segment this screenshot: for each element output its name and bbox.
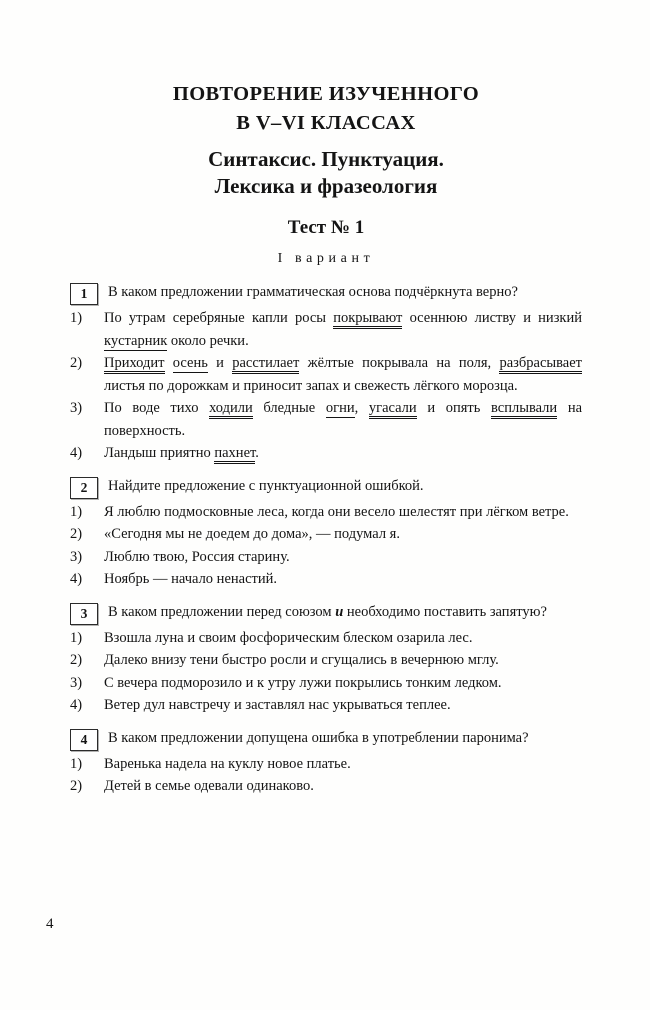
option-text — [104, 672, 582, 695]
test-title: Тест № 1 — [287, 217, 365, 238]
text-segment: необходимо поставить запятую? — [343, 603, 547, 620]
text-segment: на поверхность. — [104, 400, 583, 439]
subject-underlined-word: осень — [172, 355, 208, 371]
option-number: 4) — [70, 697, 83, 713]
text-segment: Люблю твою, Россия старину. — [104, 548, 290, 565]
question-number-box: 2 — [70, 477, 98, 499]
question-number-box: 1 — [70, 283, 98, 305]
text-segment: Найдите предложение с пунктуационной ошибкой. — [108, 477, 424, 494]
option-number: 2) — [70, 652, 83, 668]
page-number: 4 — [46, 916, 54, 932]
option-number: 4) — [70, 571, 83, 587]
question-header — [70, 727, 582, 751]
variant-label: I вариант — [277, 251, 375, 266]
question-prompt — [108, 727, 582, 750]
question-prompt — [108, 601, 582, 624]
predicate-underlined-word: расстилает — [232, 355, 299, 374]
question-number-box: 3 — [70, 603, 98, 625]
answer-option — [70, 523, 582, 546]
text-segment: Далеко внизу тени быстро росли и сгущались в вечернюю мглу. — [104, 652, 499, 668]
option-text — [104, 627, 582, 650]
section-title-line1: ПОВТОРЕНИЕ ИЗУЧЕННОГО — [172, 83, 480, 105]
predicate-underlined-word: всплывали — [491, 400, 557, 419]
option-text — [104, 694, 582, 717]
answer-option — [70, 307, 582, 352]
question-block — [70, 475, 582, 591]
text-segment: листья по дорожкам и приносит запах и свежесть лёгкого морозца. — [104, 377, 518, 394]
question-header — [70, 475, 582, 499]
predicate-underlined-word: покрывают — [333, 310, 402, 329]
text-segment: Ноябрь — начало ненастий. — [104, 571, 277, 587]
option-text — [104, 775, 582, 798]
answer-option — [70, 649, 582, 672]
option-number: 2) — [70, 355, 83, 371]
question-number-box: 4 — [70, 729, 98, 751]
predicate-underlined-word: разбрасывает — [499, 355, 582, 374]
question-block — [70, 601, 582, 717]
questions — [70, 281, 582, 798]
page-header — [70, 80, 582, 267]
option-number: 1) — [70, 310, 83, 326]
answer-option — [70, 352, 582, 397]
option-text — [104, 442, 582, 465]
section-subtitle-line2: Лексика и фразеология — [214, 174, 438, 198]
option-text — [104, 546, 582, 569]
answer-option — [70, 672, 582, 695]
question-header — [70, 601, 582, 625]
emphasized-conjunction: и — [335, 603, 344, 620]
option-text — [104, 649, 582, 672]
predicate-underlined-word: Приходит — [104, 355, 165, 374]
option-number: 2) — [70, 526, 83, 542]
question-header — [70, 281, 582, 305]
text-segment: В каком предложении перед союзом — [108, 603, 336, 620]
text-segment: , — [354, 400, 369, 416]
text-segment: Детей в семье одевали одинаково. — [104, 778, 314, 794]
answer-option — [70, 501, 582, 524]
question-block — [70, 727, 582, 798]
option-text — [104, 501, 582, 524]
text-segment: . — [255, 445, 259, 461]
text-segment: С вечера подморозило и к утру лужи покрылись тонким ледком. — [104, 674, 502, 691]
answer-option — [70, 546, 582, 569]
predicate-underlined-word: угасали — [369, 400, 417, 419]
text-segment — [165, 355, 173, 371]
text-segment: В каком предложении допущена ошибка в употреблении паронима? — [108, 729, 529, 746]
question-prompt — [108, 281, 582, 304]
text-segment: По утрам серебряные капли росы — [104, 310, 334, 326]
predicate-underlined-word: пахнет — [214, 445, 255, 464]
option-number: 1) — [70, 503, 83, 520]
subject-underlined-word: огни — [325, 400, 355, 416]
option-text — [104, 307, 582, 352]
section-subtitle — [70, 146, 582, 200]
text-segment: около речки. — [167, 332, 249, 349]
option-number: 1) — [70, 755, 83, 772]
section-title — [70, 80, 582, 138]
answer-option — [70, 775, 582, 798]
text-segment: «Сегодня мы не доедем до дома», — подумал я. — [104, 526, 400, 542]
answer-option — [70, 753, 582, 776]
subject-underlined-word: кустарник — [104, 332, 168, 349]
text-segment: По воде тихо — [104, 400, 210, 416]
option-text — [104, 352, 582, 397]
text-segment: Ветер дул навстречу и заставлял нас укрываться теплее. — [104, 697, 451, 713]
text-segment: жёлтые покрывала на поля, — [299, 355, 500, 371]
text-segment: В каком предложении грамматическая основа подчёркнута верно? — [108, 284, 518, 300]
option-text — [104, 568, 582, 591]
answer-option — [70, 627, 582, 650]
option-number: 3) — [70, 674, 83, 691]
text-segment: Варенька надела на куклу новое платье. — [104, 755, 351, 772]
option-number: 1) — [70, 629, 83, 646]
option-number: 2) — [70, 778, 83, 794]
option-text — [104, 397, 582, 442]
option-text — [104, 523, 582, 546]
answer-option — [70, 397, 582, 442]
text-segment: и опять — [416, 400, 492, 416]
text-segment: осеннюю листву и низкий — [402, 310, 582, 326]
answer-option — [70, 568, 582, 591]
question-prompt — [108, 475, 582, 498]
question-block — [70, 281, 582, 465]
predicate-underlined-word: ходили — [209, 400, 253, 419]
text-segment: Я люблю подмосковные леса, когда они весело шелестят при лёгком ветре. — [104, 503, 569, 520]
option-number: 3) — [70, 548, 83, 565]
section-title-line2: В V–VI КЛАССАХ — [236, 112, 416, 134]
text-segment: бледные — [252, 400, 326, 416]
option-number: 3) — [70, 400, 83, 416]
option-number: 4) — [70, 445, 83, 461]
text-segment: и — [207, 355, 233, 371]
text-segment: Ландыш приятно — [104, 445, 215, 461]
text-segment: Взошла луна и своим фосфорическим блеском озарила лес. — [104, 629, 473, 646]
option-text — [104, 753, 582, 776]
answer-option — [70, 442, 582, 465]
answer-option — [70, 694, 582, 717]
section-subtitle-line1: Синтаксис. Пунктуация. — [208, 147, 444, 171]
